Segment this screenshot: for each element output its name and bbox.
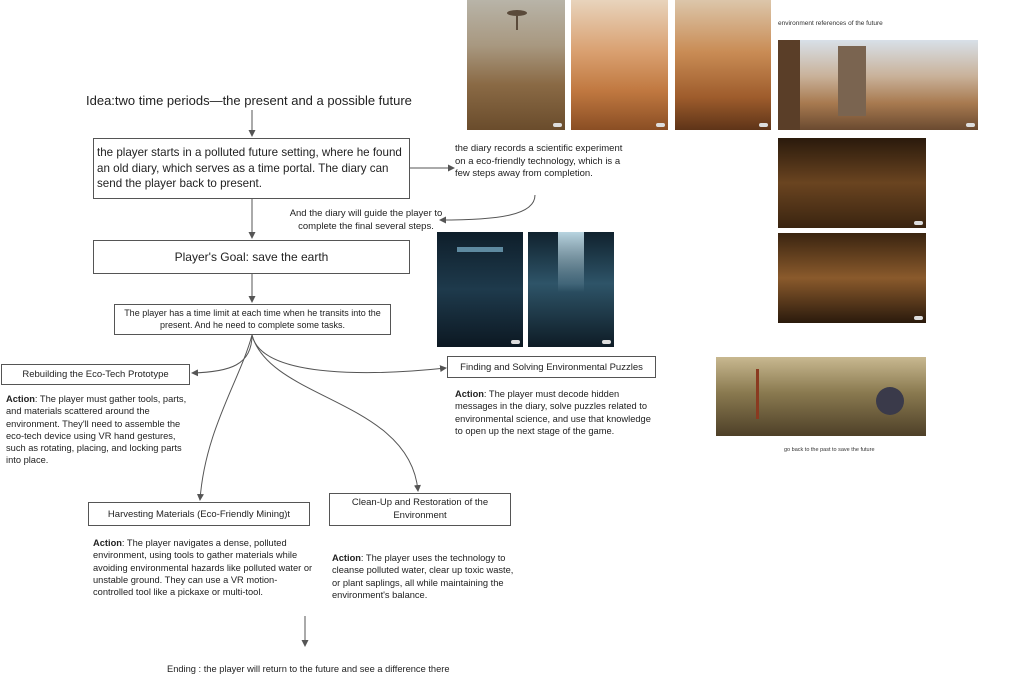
task-puzzles-title: Finding and Solving Environmental Puzzles	[460, 361, 643, 373]
guide-note: And the diary will guide the player to complete the final several steps.	[289, 208, 443, 232]
arrow-diary-note-to-guide	[440, 195, 535, 220]
action-text: : The player must decode hidden messages in the diary, solve puzzles related to environmental science, and use that knowledge to open up the next stage of the game.	[455, 389, 651, 436]
canyon-city-image	[778, 40, 978, 130]
task-harvest-action	[93, 537, 313, 598]
arrow-to-puzzles	[252, 335, 446, 373]
action-text: : The player navigates a dense, polluted environment, using tools to gather materials while avoiding environmental hazards like polluted water or unstable ground. They can use a VR motion-controlled tool like a pickaxe or multi-tool.	[93, 538, 313, 598]
action-text: : The player must gather tools, parts, and materials scattered around the environment. They'll need to assemble the eco-tech device using VR hand gestures, such as rotating, placing, and locking parts into place.	[6, 394, 187, 466]
idea-text: Idea:two time periods—the present and a possible future	[86, 93, 412, 108]
dark-facility-image-1	[437, 232, 523, 347]
time-limit-text: The player has a time limit at each time when he transits into the present. And he need to complete some tasks.	[124, 307, 381, 330]
goal-box-text: Player's Goal: save the earth	[174, 250, 329, 264]
start-box	[93, 138, 410, 199]
diary-note: the diary records a scientific experiment on a eco-friendly technology, which is a few steps away from completion.	[455, 143, 623, 180]
task-puzzles-action	[455, 388, 660, 437]
task-puzzles-box	[447, 356, 656, 378]
dark-facility-image-2	[528, 232, 614, 347]
action-label: Action	[332, 553, 361, 563]
action-label: Action	[455, 389, 484, 399]
ending-text: Ending : the player will return to the future and see a difference there	[167, 664, 450, 674]
ref-future-caption: environment references of the future	[778, 20, 883, 27]
warm-workshop-image-2	[778, 233, 926, 323]
ruined-bridge-image	[716, 357, 926, 436]
time-limit-box	[114, 304, 391, 335]
task-cleanup-title: Clean-Up and Restoration of the Environment	[351, 497, 489, 521]
task-rebuild-box	[1, 364, 190, 385]
desert-dunes-image	[571, 0, 668, 130]
task-rebuild-action	[6, 393, 188, 467]
desert-city-image	[467, 0, 565, 130]
arrow-to-harvest	[200, 335, 252, 500]
task-cleanup-box	[329, 493, 511, 526]
arrow-to-rebuild	[192, 335, 252, 373]
task-harvest-title: Harvesting Materials (Eco-Friendly Mining)t	[107, 508, 291, 520]
warm-workshop-image-1	[778, 138, 926, 228]
goal-box	[93, 240, 410, 274]
start-box-text: the player starts in a polluted future setting, where he found an old diary, which serves as a time portal. The diary can send the player back to present.	[97, 146, 402, 191]
arrow-to-cleanup	[252, 335, 418, 491]
task-harvest-box	[88, 502, 310, 526]
task-rebuild-title: Rebuilding the Eco-Tech Prototype	[22, 369, 169, 380]
action-label: Action	[93, 538, 122, 548]
task-cleanup-action	[332, 552, 522, 601]
action-text: : The player uses the technology to cleanse polluted water, clear up toxic waste, or plant saplings, all while maintaining the environment's balance.	[332, 553, 514, 600]
desert-ruins-image	[675, 0, 771, 130]
action-label: Action	[6, 394, 35, 404]
ref-past-caption: go back to the past to save the future	[784, 447, 875, 453]
